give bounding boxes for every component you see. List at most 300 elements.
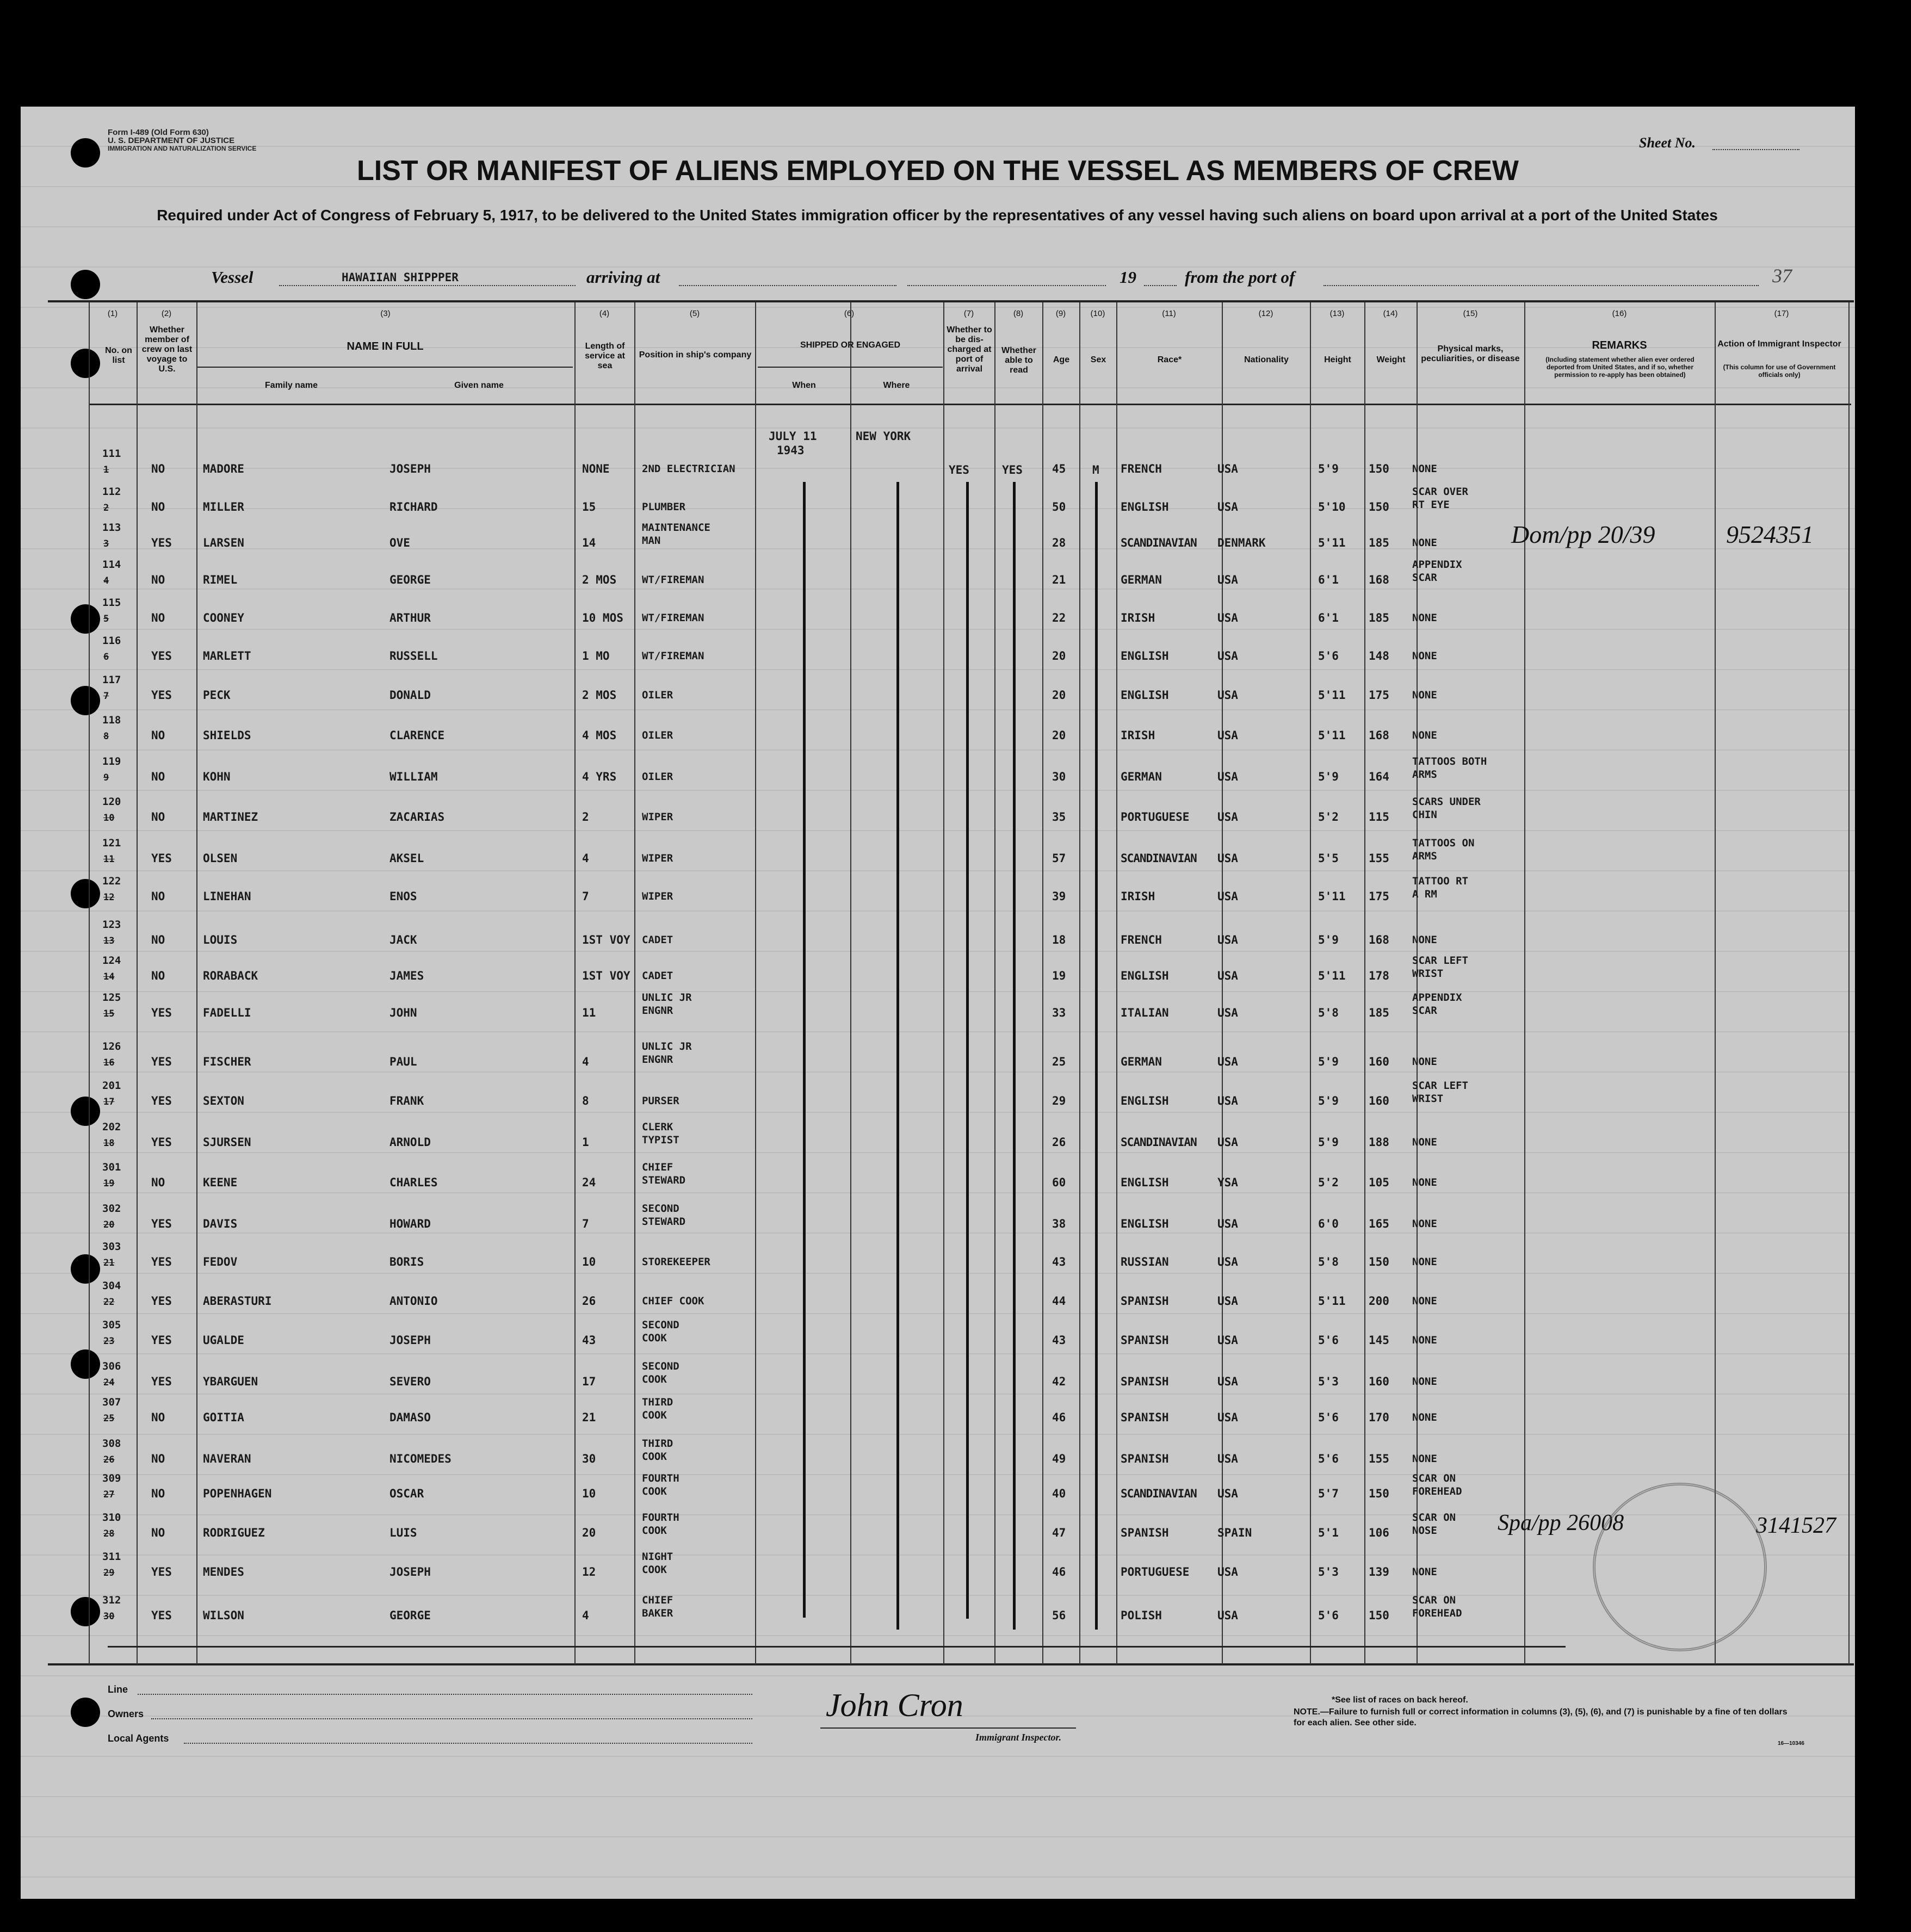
nationality: USA bbox=[1217, 1452, 1238, 1465]
given-name: ARTHUR bbox=[389, 611, 431, 624]
weight: 150 bbox=[1369, 1487, 1389, 1500]
length-of-service: 10 bbox=[582, 1487, 596, 1500]
column-number: (1) bbox=[107, 309, 118, 318]
year-label: 19 bbox=[1120, 268, 1136, 287]
height: 5'3 bbox=[1318, 1565, 1339, 1578]
given-name: ANTONIO bbox=[389, 1295, 438, 1308]
height: 6'0 bbox=[1318, 1217, 1339, 1230]
position: 2ND ELECTRICIAN bbox=[642, 463, 735, 475]
family-name: MENDES bbox=[203, 1565, 244, 1578]
position: UNLIC JR ENGNR bbox=[642, 992, 692, 1017]
height: 5'2 bbox=[1318, 810, 1339, 823]
original-number-struck: 6 bbox=[103, 652, 109, 662]
physical-marks: NONE bbox=[1412, 1411, 1437, 1423]
height: 5'10 bbox=[1318, 500, 1346, 513]
family-name: RIMEL bbox=[203, 573, 238, 586]
line-label: Line bbox=[108, 1684, 128, 1695]
length-of-service: 10 bbox=[582, 1255, 596, 1268]
list-number: 119 bbox=[102, 756, 121, 767]
family-name: KEENE bbox=[203, 1176, 238, 1189]
weight: 188 bbox=[1369, 1136, 1389, 1149]
given-name: SEVERO bbox=[389, 1375, 431, 1388]
weight: 150 bbox=[1369, 1255, 1389, 1268]
physical-marks: NONE bbox=[1412, 1376, 1437, 1388]
list-number: 306 bbox=[102, 1360, 121, 1372]
physical-marks: NONE bbox=[1412, 1256, 1437, 1268]
height: 5'1 bbox=[1318, 1526, 1339, 1539]
race: ENGLISH bbox=[1121, 1094, 1169, 1107]
sheet-no-label: Sheet No. bbox=[1639, 135, 1696, 151]
physical-marks: NONE bbox=[1412, 1056, 1437, 1068]
physical-marks: TATTOO RT A RM bbox=[1412, 875, 1468, 900]
header-discharged: Whether to be dis-charged at port of arrival bbox=[947, 325, 992, 374]
shipped-when: JULY 11 bbox=[769, 430, 817, 443]
nationality: USA bbox=[1217, 770, 1238, 783]
age: 43 bbox=[1052, 1255, 1066, 1268]
position: UNLIC JR ENGNR bbox=[642, 1041, 692, 1066]
height: 5'11 bbox=[1318, 689, 1346, 702]
height: 5'6 bbox=[1318, 1334, 1339, 1347]
column-number: (10) bbox=[1090, 309, 1105, 318]
table-row bbox=[21, 918, 1855, 951]
height: 6'1 bbox=[1318, 611, 1339, 624]
family-name: DAVIS bbox=[203, 1217, 238, 1230]
shipped-sub-divider bbox=[758, 367, 943, 368]
given-name: AKSEL bbox=[389, 852, 424, 865]
age: 39 bbox=[1052, 890, 1066, 903]
physical-marks: NONE bbox=[1412, 1218, 1437, 1230]
height: 6'1 bbox=[1318, 573, 1339, 586]
local-agents-field bbox=[184, 1733, 752, 1744]
member-last-voyage: NO bbox=[151, 890, 165, 903]
position: CADET bbox=[642, 934, 673, 946]
height: 5'9 bbox=[1318, 1136, 1339, 1149]
position: CHIEF COOK bbox=[642, 1295, 704, 1307]
age: 40 bbox=[1052, 1487, 1066, 1500]
nationality: DENMARK bbox=[1217, 536, 1266, 549]
race: ENGLISH bbox=[1121, 689, 1169, 702]
original-number-struck: 28 bbox=[103, 1528, 115, 1539]
weight: 175 bbox=[1369, 689, 1389, 702]
height: 5'3 bbox=[1318, 1375, 1339, 1388]
table-row bbox=[21, 755, 1855, 788]
position: WT/FIREMAN bbox=[642, 612, 704, 624]
column-number: (16) bbox=[1612, 309, 1627, 318]
table-row bbox=[21, 1360, 1855, 1392]
position: SECOND COOK bbox=[642, 1360, 679, 1385]
physical-marks: TATTOOS ON ARMS bbox=[1412, 837, 1475, 862]
weight: 185 bbox=[1369, 536, 1389, 549]
remark-handwritten-310: Spa/pp 26008 bbox=[1498, 1510, 1624, 1535]
height: 5'6 bbox=[1318, 1411, 1339, 1424]
race: ENGLISH bbox=[1121, 500, 1169, 513]
weight: 168 bbox=[1369, 573, 1389, 586]
column-number: (6) bbox=[844, 309, 855, 318]
length-of-service: 2 MOS bbox=[582, 573, 617, 586]
family-name: YBARGUEN bbox=[203, 1375, 258, 1388]
given-name: WILLIAM bbox=[389, 770, 438, 783]
vessel-field bbox=[279, 271, 576, 286]
original-number-struck: 11 bbox=[103, 854, 115, 865]
position: CADET bbox=[642, 970, 673, 982]
column-number: (7) bbox=[963, 309, 974, 318]
length-of-service: 4 MOS bbox=[582, 729, 617, 742]
table-row bbox=[21, 596, 1855, 629]
original-number-struck: 27 bbox=[103, 1489, 115, 1500]
height: 5'8 bbox=[1318, 1255, 1339, 1268]
table-row bbox=[21, 714, 1855, 746]
header-race: Race* bbox=[1157, 355, 1182, 364]
nationality: USA bbox=[1217, 573, 1238, 586]
list-number: 115 bbox=[102, 597, 121, 609]
weight: 168 bbox=[1369, 933, 1389, 946]
original-number-struck: 29 bbox=[103, 1568, 115, 1578]
total-underline bbox=[108, 1646, 1566, 1648]
list-number: 310 bbox=[102, 1512, 121, 1524]
owners-label: Owners bbox=[108, 1708, 144, 1719]
position: FOURTH COOK bbox=[642, 1512, 679, 1537]
position: SECOND STEWARD bbox=[642, 1203, 686, 1228]
weight: 200 bbox=[1369, 1295, 1389, 1308]
age: 19 bbox=[1052, 969, 1066, 982]
height: 5'9 bbox=[1318, 1055, 1339, 1068]
race: POLISH bbox=[1121, 1609, 1162, 1622]
nationality: USA bbox=[1217, 1565, 1238, 1578]
list-number: 111 bbox=[102, 448, 121, 460]
age: 35 bbox=[1052, 810, 1066, 823]
physical-marks: NONE bbox=[1412, 1136, 1437, 1148]
race: SCANDINAVIAN bbox=[1121, 1136, 1197, 1149]
family-name: RODRIGUEZ bbox=[203, 1526, 265, 1539]
race: SCANDINAVIAN bbox=[1121, 536, 1197, 549]
position: THIRD COOK bbox=[642, 1396, 673, 1421]
given-name: RUSSELL bbox=[389, 649, 438, 662]
inspector-signature: John Cron bbox=[826, 1687, 963, 1723]
length-of-service: 17 bbox=[582, 1375, 596, 1388]
nationality: USA bbox=[1217, 969, 1238, 982]
family-name: MILLER bbox=[203, 500, 244, 513]
physical-marks: APPENDIX SCAR bbox=[1412, 992, 1462, 1017]
age: 33 bbox=[1052, 1006, 1066, 1019]
member-last-voyage: YES bbox=[151, 649, 172, 662]
height: 5'11 bbox=[1318, 969, 1346, 982]
original-number-struck: 7 bbox=[103, 691, 109, 702]
header-nationality: Nationality bbox=[1244, 355, 1289, 364]
column-number: (9) bbox=[1055, 309, 1066, 318]
table-bottom-rule bbox=[48, 1663, 1854, 1665]
table-row bbox=[21, 795, 1855, 828]
height: 5'8 bbox=[1318, 1006, 1339, 1019]
member-last-voyage: YES bbox=[151, 1006, 172, 1019]
table-row bbox=[21, 673, 1855, 706]
member-last-voyage: NO bbox=[151, 500, 165, 513]
race: SCANDINAVIAN bbox=[1121, 1487, 1197, 1500]
list-number: 117 bbox=[102, 674, 121, 686]
race: SPANISH bbox=[1121, 1375, 1169, 1388]
family-name: FISCHER bbox=[203, 1055, 251, 1068]
age: 46 bbox=[1052, 1565, 1066, 1578]
member-last-voyage: YES bbox=[151, 1375, 172, 1388]
given-name: DAMASO bbox=[389, 1411, 431, 1424]
family-name: MADORE bbox=[203, 462, 244, 475]
age: 44 bbox=[1052, 1295, 1066, 1308]
physical-marks: NONE bbox=[1412, 1334, 1437, 1346]
family-name: LOUIS bbox=[203, 933, 238, 946]
age: 47 bbox=[1052, 1526, 1066, 1539]
line-field bbox=[138, 1684, 752, 1695]
given-name: LUIS bbox=[389, 1526, 417, 1539]
able-to-read-value: YES bbox=[1002, 463, 1023, 476]
shipped-when-year: 1943 bbox=[777, 444, 805, 457]
age: 20 bbox=[1052, 729, 1066, 742]
table-row bbox=[21, 634, 1855, 667]
race: ITALIAN bbox=[1121, 1006, 1169, 1019]
given-name: CLARENCE bbox=[389, 729, 445, 742]
column-number: (14) bbox=[1383, 309, 1398, 318]
race: ENGLISH bbox=[1121, 969, 1169, 982]
member-last-voyage: NO bbox=[151, 1487, 165, 1500]
table-row bbox=[21, 1240, 1855, 1273]
age: 25 bbox=[1052, 1055, 1066, 1068]
original-number-struck: 17 bbox=[103, 1097, 115, 1107]
given-name: NICOMEDES bbox=[389, 1452, 452, 1465]
race: PORTUGUESE bbox=[1121, 1565, 1190, 1578]
position: OILER bbox=[642, 729, 673, 741]
age: 46 bbox=[1052, 1411, 1066, 1424]
weight: 150 bbox=[1369, 500, 1389, 513]
nationality: USA bbox=[1217, 462, 1238, 475]
header-length-of-service: Length of service at sea bbox=[585, 342, 625, 370]
length-of-service: 21 bbox=[582, 1411, 596, 1424]
member-last-voyage: NO bbox=[151, 1176, 165, 1189]
column-number: (17) bbox=[1774, 309, 1789, 318]
given-name: JAMES bbox=[389, 969, 424, 982]
position: SECOND COOK bbox=[642, 1319, 679, 1344]
age: 22 bbox=[1052, 611, 1066, 624]
punch-hole bbox=[71, 270, 100, 299]
race: ENGLISH bbox=[1121, 1217, 1169, 1230]
given-name: BORIS bbox=[389, 1255, 424, 1268]
action-handwritten-310: 3141527 bbox=[1756, 1513, 1836, 1538]
member-last-voyage: YES bbox=[151, 1334, 172, 1347]
header-remarks: REMARKS bbox=[1592, 339, 1647, 351]
physical-marks: NONE bbox=[1412, 650, 1437, 662]
list-number: 311 bbox=[102, 1551, 121, 1563]
list-number: 307 bbox=[102, 1396, 121, 1408]
position: WT/FIREMAN bbox=[642, 574, 704, 586]
table-row bbox=[21, 1120, 1855, 1153]
form-identifier bbox=[108, 128, 336, 153]
age: 30 bbox=[1052, 770, 1066, 783]
list-number: 121 bbox=[102, 837, 121, 849]
nationality: USA bbox=[1217, 1006, 1238, 1019]
table-row bbox=[21, 558, 1855, 591]
race: ENGLISH bbox=[1121, 1176, 1169, 1189]
list-number: 118 bbox=[102, 714, 121, 726]
length-of-service: 10 MOS bbox=[582, 611, 623, 624]
physical-marks: NONE bbox=[1412, 729, 1437, 741]
header-when: When bbox=[792, 381, 816, 390]
length-of-service: 4 bbox=[582, 1055, 589, 1068]
age: 18 bbox=[1052, 933, 1066, 946]
weight: 148 bbox=[1369, 649, 1389, 662]
given-name: ARNOLD bbox=[389, 1136, 431, 1149]
table-row bbox=[21, 954, 1855, 987]
race: IRISH bbox=[1121, 611, 1155, 624]
header-remarks-note: (Including statement whether alien ever ordered deported from United States, and if so, whether permission to re-apply has been obtained) bbox=[1545, 356, 1694, 379]
height: 5'6 bbox=[1318, 1452, 1339, 1465]
signature-line bbox=[820, 1727, 1076, 1729]
list-number: 308 bbox=[102, 1438, 121, 1450]
given-name: ZACARIAS bbox=[389, 810, 445, 823]
header-shipped-engaged: SHIPPED OR ENGAGED bbox=[800, 340, 901, 350]
weight: 185 bbox=[1369, 1006, 1389, 1019]
list-number: 113 bbox=[102, 522, 121, 534]
header-divider bbox=[89, 404, 1851, 405]
original-number-struck: 15 bbox=[103, 1008, 115, 1019]
family-name: FADELLI bbox=[203, 1006, 251, 1019]
column-number: (15) bbox=[1463, 309, 1478, 318]
race: GERMAN bbox=[1121, 770, 1162, 783]
original-number-struck: 14 bbox=[103, 971, 115, 982]
position: PLUMBER bbox=[642, 501, 686, 513]
age: 50 bbox=[1052, 500, 1066, 513]
race: SPANISH bbox=[1121, 1295, 1169, 1308]
family-name: KOHN bbox=[203, 770, 231, 783]
height: 5'7 bbox=[1318, 1487, 1339, 1500]
member-last-voyage: NO bbox=[151, 573, 165, 586]
given-name: JACK bbox=[389, 933, 417, 946]
list-number: 125 bbox=[102, 992, 121, 1004]
position: OILER bbox=[642, 771, 673, 783]
age: 26 bbox=[1052, 1136, 1066, 1149]
physical-marks: NONE bbox=[1412, 689, 1437, 701]
race: SPANISH bbox=[1121, 1526, 1169, 1539]
weight: 164 bbox=[1369, 770, 1389, 783]
weight: 105 bbox=[1369, 1176, 1389, 1189]
table-row bbox=[21, 1279, 1855, 1312]
nationality: USA bbox=[1217, 890, 1238, 903]
table-row bbox=[21, 1396, 1855, 1428]
race: ENGLISH bbox=[1121, 649, 1169, 662]
weight: 155 bbox=[1369, 852, 1389, 865]
member-last-voyage: NO bbox=[151, 810, 165, 823]
nationality: USA bbox=[1217, 1094, 1238, 1107]
column-number: (5) bbox=[689, 309, 700, 318]
member-last-voyage: NO bbox=[151, 933, 165, 946]
owners-field bbox=[151, 1708, 752, 1719]
table-row bbox=[21, 447, 1855, 480]
position: WIPER bbox=[642, 811, 673, 823]
physical-marks: SCAR ON NOSE bbox=[1412, 1512, 1456, 1537]
service: IMMIGRATION AND NATURALIZATION SERVICE bbox=[108, 145, 257, 152]
member-last-voyage: YES bbox=[151, 1565, 172, 1578]
physical-marks: APPENDIX SCAR bbox=[1412, 559, 1462, 584]
length-of-service: 7 bbox=[582, 1217, 589, 1230]
given-name: FRANK bbox=[389, 1094, 424, 1107]
list-number: 122 bbox=[102, 875, 121, 887]
given-name: JOSEPH bbox=[389, 462, 431, 475]
name-sub-divider bbox=[197, 367, 573, 368]
year-field bbox=[1144, 271, 1177, 286]
page-subtitle: Required under Act of Congress of February 5, 1917, to be delivered to the United States immigration officer by the representatives of any vessel having such aliens on board upon arrival at a port of the United States bbox=[157, 207, 1718, 224]
family-name: NAVERAN bbox=[203, 1452, 251, 1465]
family-name: SHIELDS bbox=[203, 729, 251, 742]
nationality: USA bbox=[1217, 1609, 1238, 1622]
original-number-struck: 8 bbox=[103, 731, 109, 742]
age: 60 bbox=[1052, 1176, 1066, 1189]
member-last-voyage: YES bbox=[151, 1055, 172, 1068]
age: 20 bbox=[1052, 689, 1066, 702]
arriving-at-label: arriving at bbox=[586, 268, 660, 287]
original-number-struck: 26 bbox=[103, 1454, 115, 1465]
height: 5'9 bbox=[1318, 1094, 1339, 1107]
position: WIPER bbox=[642, 852, 673, 864]
list-number: 309 bbox=[102, 1472, 121, 1484]
header-physical-marks: Physical marks, peculiarities, or disease bbox=[1421, 344, 1520, 363]
list-number: 303 bbox=[102, 1241, 121, 1253]
length-of-service: 1ST VOY bbox=[582, 969, 630, 982]
vessel-label: Vessel bbox=[211, 268, 253, 287]
nationality: USA bbox=[1217, 649, 1238, 662]
position: CHIEF BAKER bbox=[642, 1594, 673, 1619]
table-row bbox=[21, 1550, 1855, 1583]
given-name: JOHN bbox=[389, 1006, 417, 1019]
position: PURSER bbox=[642, 1095, 679, 1107]
race: RUSSIAN bbox=[1121, 1255, 1169, 1268]
family-name: POPENHAGEN bbox=[203, 1487, 272, 1500]
nationality: USA bbox=[1217, 729, 1238, 742]
physical-marks: SCAR LEFT WRIST bbox=[1412, 1080, 1468, 1105]
original-number-struck: 30 bbox=[103, 1611, 115, 1622]
member-last-voyage: NO bbox=[151, 1411, 165, 1424]
nationality: USA bbox=[1217, 1136, 1238, 1149]
member-last-voyage: YES bbox=[151, 1255, 172, 1268]
height: 5'11 bbox=[1318, 536, 1346, 549]
length-of-service: 20 bbox=[582, 1526, 596, 1539]
length-of-service: 15 bbox=[582, 500, 596, 513]
column-number: (13) bbox=[1329, 309, 1345, 318]
length-of-service: 14 bbox=[582, 536, 596, 549]
original-number-struck: 16 bbox=[103, 1057, 115, 1068]
table-row bbox=[21, 1318, 1855, 1351]
length-of-service: 1 MO bbox=[582, 649, 610, 662]
member-last-voyage: NO bbox=[151, 969, 165, 982]
original-number-struck: 20 bbox=[103, 1219, 115, 1230]
discharged-value: YES bbox=[949, 463, 969, 476]
given-name: ENOS bbox=[389, 890, 417, 903]
race: SPANISH bbox=[1121, 1411, 1169, 1424]
length-of-service: 1ST VOY bbox=[582, 933, 630, 946]
position: FOURTH COOK bbox=[642, 1472, 679, 1497]
original-number-struck: 25 bbox=[103, 1413, 115, 1424]
original-number-struck: 18 bbox=[103, 1138, 115, 1149]
list-number: 124 bbox=[102, 955, 121, 967]
list-number: 201 bbox=[102, 1080, 121, 1092]
length-of-service: 12 bbox=[582, 1565, 596, 1578]
original-number-struck: 9 bbox=[103, 772, 109, 783]
age: 45 bbox=[1052, 462, 1066, 475]
header-family-name: Family name bbox=[265, 381, 318, 390]
original-number-struck: 21 bbox=[103, 1258, 115, 1268]
family-name: SEXTON bbox=[203, 1094, 244, 1107]
family-name: WILSON bbox=[203, 1609, 244, 1622]
header-age: Age bbox=[1053, 355, 1070, 364]
physical-marks: SCAR LEFT WRIST bbox=[1412, 955, 1468, 980]
original-number-struck: 19 bbox=[103, 1178, 115, 1189]
position: MAINTENANCE MAN bbox=[642, 522, 710, 547]
nationality: USA bbox=[1217, 1217, 1238, 1230]
